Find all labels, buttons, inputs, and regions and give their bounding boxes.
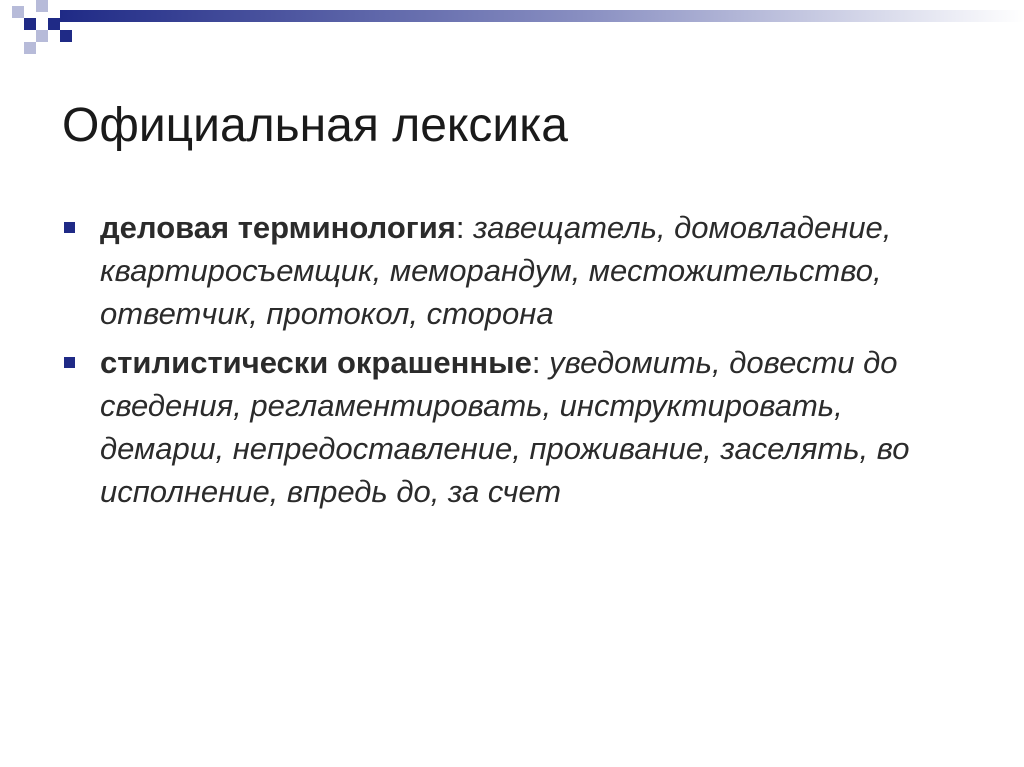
deco-square [36, 0, 48, 12]
bullet-examples: завещатель, домовладение, квартиросъемщик, меморандум, местожительство, ответчик, протокол, сторона [100, 210, 892, 331]
bullet-examples: уведомить, довести до сведения, регламентировать, инструктировать, демарш, непредоставление, проживание, заселять, во исполнение, впредь до, за счет [100, 345, 910, 509]
deco-square [24, 42, 36, 54]
square-bullet-icon [64, 222, 75, 233]
deco-square [36, 30, 48, 42]
deco-square [24, 18, 36, 30]
bullet-term: деловая терминология [100, 210, 456, 245]
bullet-term: стилистически окрашенные [100, 345, 532, 380]
bullet-list [62, 206, 962, 513]
deco-square [48, 18, 60, 30]
header-gradient-bar [60, 10, 1024, 22]
bullet-item [62, 341, 962, 513]
bullet-item [62, 206, 962, 335]
deco-square [60, 30, 72, 42]
deco-square [12, 6, 24, 18]
bullet-separator: : [455, 210, 474, 245]
bullet-separator: : [531, 345, 550, 380]
square-bullet-icon [64, 357, 75, 368]
header-decoration [0, 0, 1024, 60]
slide-title: Официальная лексика [62, 99, 568, 152]
